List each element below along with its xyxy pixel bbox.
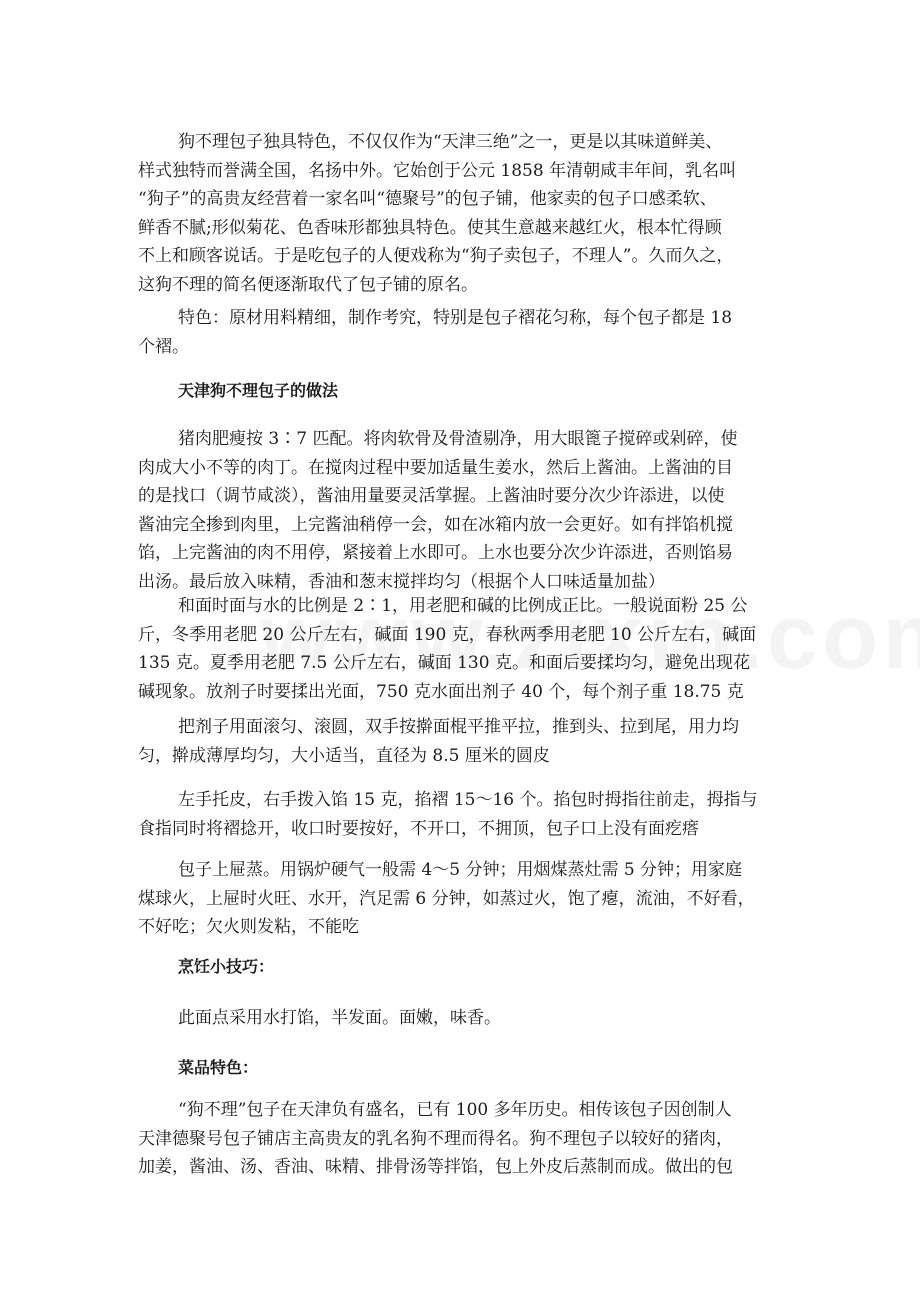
text-line: 馅，上完酱油的肉不用停，紧接着上水即可。上水也要分次少许添进，否则馅易: [138, 543, 733, 563]
text-line: 个褶。: [138, 336, 189, 357]
text-line: 食指同时将褶捻开，收口时要按好，不开口，不拥顶，包子口上没有面疙瘩: [138, 818, 699, 839]
text-line: 狗不理包子独具特色，不仅仅作为“天津三绝”之一，更是以其味道鲜美、: [178, 132, 723, 152]
text-line: 煤球火，上屉时火旺、水开，汽足需 6 分钟，如蒸过火，饱了瘪，流油，不好看，: [138, 888, 755, 909]
text-line: 135 克。夏季用老肥 7.5 公斤左右，碱面 130 克。和面后要揉均匀，避免出现花: [138, 653, 750, 673]
text-line: 天津德聚号包子铺店主高贵友的乳名狗不理而得名。狗不理包子以较好的猪肉，: [138, 1128, 733, 1149]
text-line: 包子上屉蒸。用锅炉硬气一般需 4～5 分钟；用烟煤蒸灶需 5 分钟；用家庭: [178, 860, 743, 880]
text-line: 肉成大小不等的肉丁。在搅肉过程中要加适量生姜水，然后上酱油。上酱油的目: [138, 457, 733, 478]
heading-tips: 烹饪小技巧：: [178, 957, 275, 976]
heading-recipe: 天津狗不理包子的做法: [178, 381, 339, 400]
text-line: 出汤。最后放入味精，香油和葱末搅拌均匀（根据个人口味适量加盐）: [138, 571, 665, 592]
paragraph-tips: [138, 1004, 784, 1033]
paragraph-features-short: [138, 304, 784, 361]
text-line: 不好吃；欠火则发粘，不能吃: [138, 917, 359, 937]
text-line: 猪肉肥瘦按 3∶7 匹配。将肉软骨及骨渣剔净，用大眼篦子搅碎或剁碎，使: [178, 429, 738, 449]
paragraph-dough: [138, 592, 784, 706]
text-line: “狗不理”包子在天津负有盛名，已有 100 多年历史。相传该包子因创制人: [178, 1100, 732, 1120]
paragraph-steaming: [138, 856, 784, 942]
text-line: 左手托皮，右手拨入馅 15 克，掐褶 15～16 个。掐包时拇指往前走，拇指与: [178, 790, 758, 810]
paragraph-wrapper: [138, 713, 784, 770]
text-line: 不上和顾客说话。于是吃包子的人便戏称为“狗子卖包子，不理人”。久而久之，: [138, 246, 734, 266]
text-line: “狗子”的高贵友经营着一家名叫“德聚号”的包子铺，他家卖的包子口感柔软、: [138, 189, 717, 209]
paragraph-history: [138, 1096, 784, 1182]
text-line: 斤，冬季用老肥 20 公斤左右，碱面 190 克，春秋两季用老肥 10 公斤左右，碱面: [138, 624, 757, 645]
text-line: 碱现象。放剂子时要揉出光面，750 克水面出剂子 40 个，每个剂子重 18.75 克: [138, 681, 744, 702]
paragraph-pleats: [138, 786, 784, 843]
text-line: 鲜香不腻;形似菊花、色香味形都独具特色。使其生意越来越红火，根本忙得顾: [138, 217, 722, 238]
text-line: 和面时面与水的比例是 2∶1，用老肥和碱的比例成正比。一般说面粉 25 公: [178, 596, 748, 616]
text-line: 的是找口（调节咸淡），酱油用量要灵活掌握。上酱油时要分次少许添进，以使: [138, 486, 725, 506]
text-line: 把剂子用面滚匀、滚圆，双手按擀面棍平推平拉，推到头、拉到尾，用力均: [178, 717, 739, 737]
paragraph-filling: [138, 425, 784, 596]
paragraph-intro: [138, 128, 784, 299]
text-line: 匀，擀成薄厚均匀，大小适当，直径为 8.5 厘米的圆皮: [138, 745, 550, 766]
text-line: 此面点采用水打馅，半发面。面嫩，味香。: [178, 1008, 501, 1028]
text-line: 酱油完全掺到肉里，上完酱油稍停一会，如在冰箱内放一会更好。如有拌馅机搅: [138, 514, 733, 535]
heading-features: 菜品特色：: [178, 1058, 259, 1077]
text-line: 样式独特而誉满全国，名扬中外。它始创于公元 1858 年清朝咸丰年间，乳名叫: [138, 160, 737, 181]
text-line: 加姜，酱油、汤、香油、味精、排骨汤等拌馅，包上外皮后蒸制而成。做出的包: [138, 1157, 733, 1177]
text-line: 特色：原材用料精细，制作考究，特别是包子褶花匀称，每个包子都是 18: [178, 308, 733, 328]
text-line: 这狗不理的简名便逐渐取代了包子铺的原名。: [138, 274, 478, 295]
